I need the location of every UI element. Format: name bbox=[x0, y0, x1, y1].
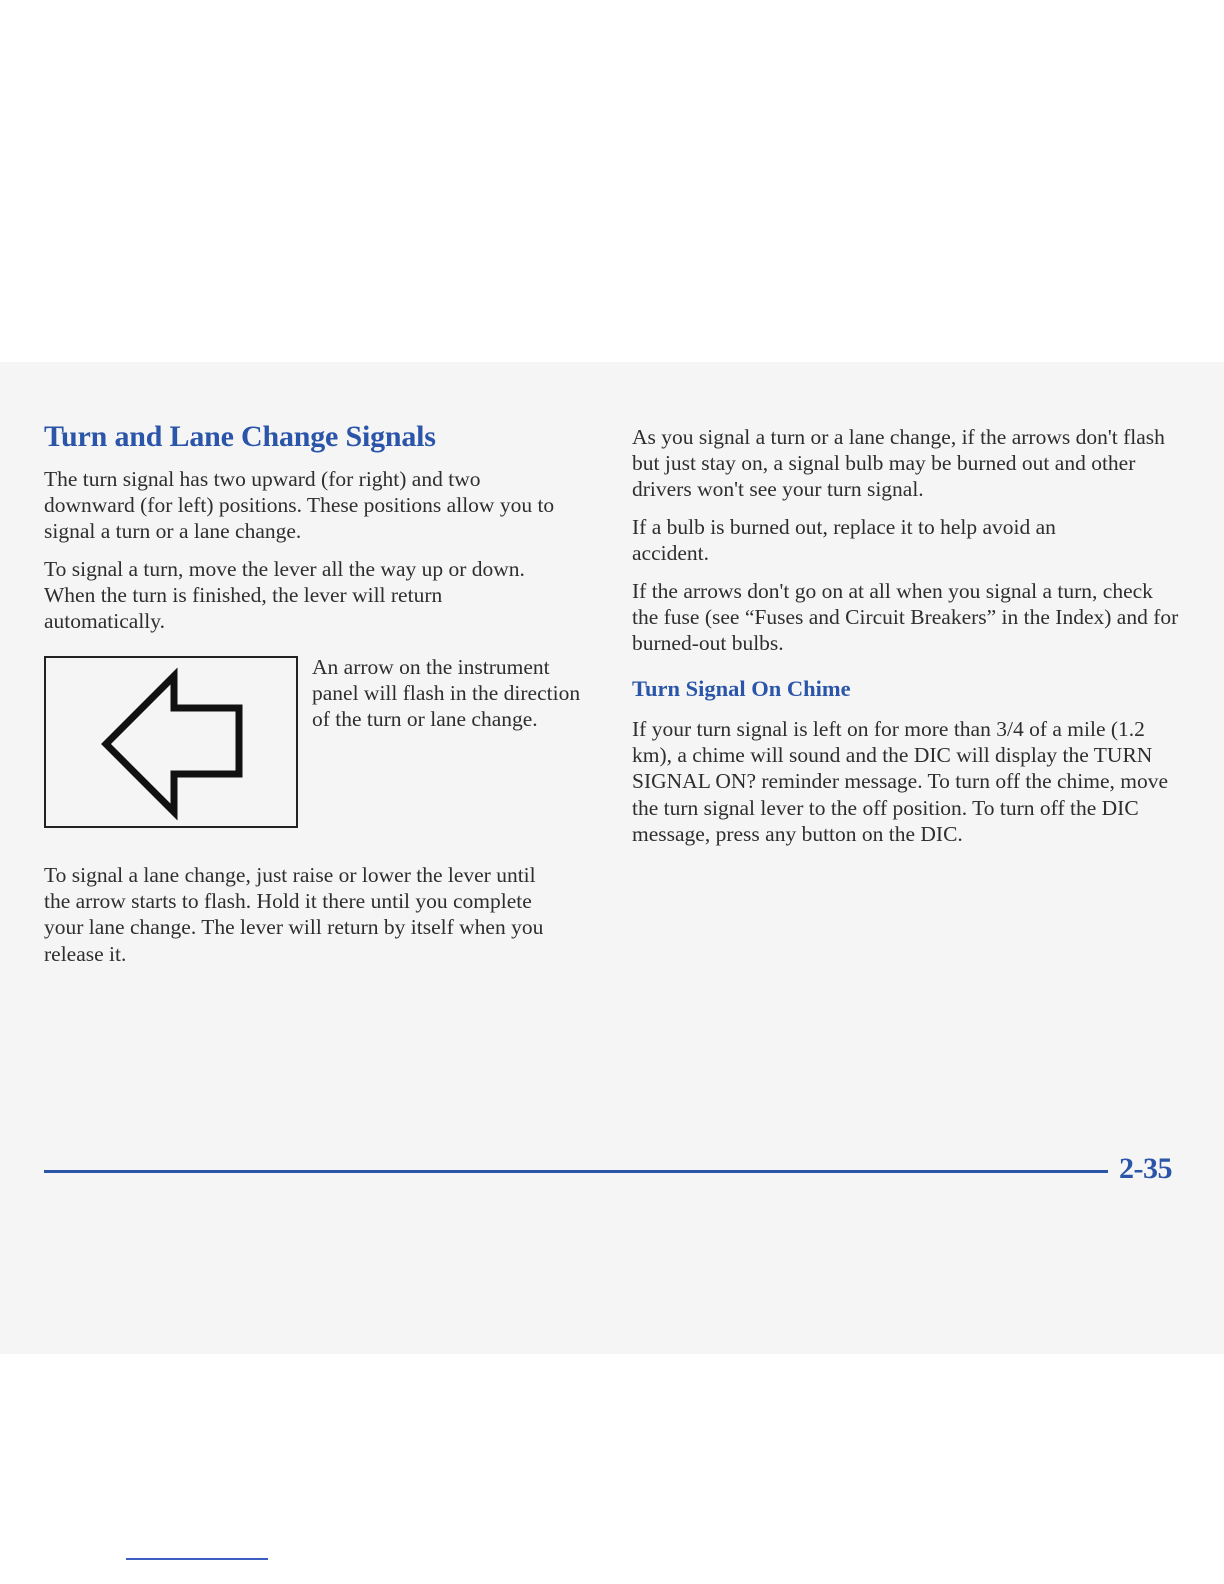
right-paragraph-2: If a bulb is burned out, replace it to help avoid an accident. bbox=[632, 515, 1056, 566]
left-arrow-icon bbox=[46, 658, 296, 826]
bottom-link-underline[interactable] bbox=[126, 1558, 268, 1560]
page-number: 2-35 bbox=[1119, 1152, 1172, 1185]
left-paragraph-2: To signal a turn, move the lever all the way up or down. When the turn is finished, the lever will return automatically. bbox=[44, 557, 525, 634]
right-paragraph-1: As you signal a turn or a lane change, if the arrows don't flash but just stay on, a signal bulb may be burned out and other drivers won't see your turn signal. bbox=[632, 425, 1165, 502]
manual-page bbox=[0, 362, 1224, 1354]
turn-arrow-figure bbox=[44, 656, 298, 828]
right-paragraph-3: If the arrows don't go on at all when you signal a turn, check the fuse (see “Fuses and Circuit Breakers” in the Index) and for burned-out bulbs. bbox=[632, 579, 1179, 656]
figure-caption: An arrow on the instrument panel will flash in the direction of the turn or lane change. bbox=[312, 655, 581, 732]
left-paragraph-1: The turn signal has two upward (for right) and two downward (for left) positions. These positions allow you to signal a turn or a lane change. bbox=[44, 467, 555, 544]
section-title: Turn and Lane Change Signals bbox=[44, 420, 436, 453]
subsection-title: Turn Signal On Chime bbox=[632, 676, 851, 701]
left-paragraph-3: To signal a lane change, just raise or lower the lever until the arrow starts to flash. Hold it there until you complete your lane change. The lever will return by itself when you release it. bbox=[44, 863, 544, 966]
footer-rule bbox=[44, 1170, 1108, 1173]
right-paragraph-4: If your turn signal is left on for more than 3/4 of a mile (1.2 km), a chime will sound and the DIC will display the TURN SIGNAL ON? reminder message. To turn off the chime, move the turn signal lever to the off position. To turn off the DIC message, press any button on the DIC. bbox=[632, 717, 1169, 846]
